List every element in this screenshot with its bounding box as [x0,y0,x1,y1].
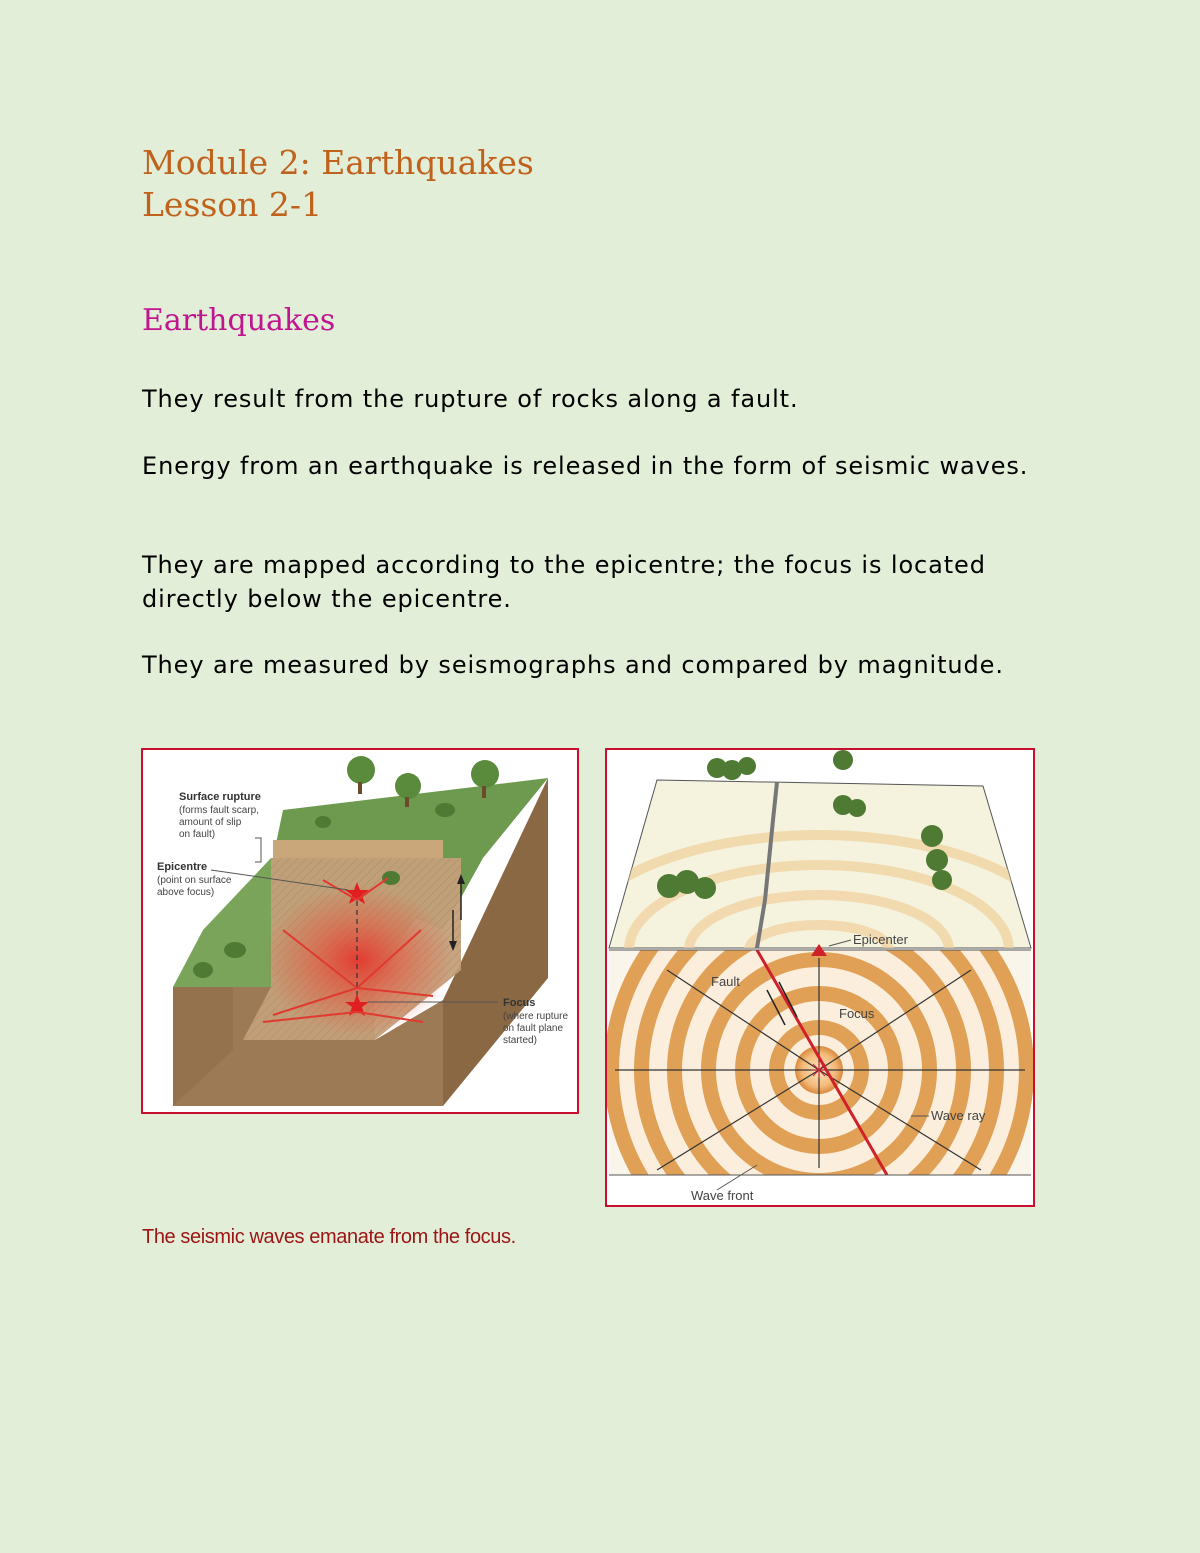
wave-front-label: Wave front [691,1188,754,1203]
focus-desc-2: on fault plane [503,1023,564,1034]
surface-rupture-label: Surface rupture [179,791,261,803]
focus-burst-icon [811,1062,827,1078]
figure-caption: The seismic waves emanate from the focus. [142,1226,516,1248]
epicentre-desc-2: above focus) [157,887,215,898]
epicentre-label: Epicentre [157,861,208,873]
section-title: Earthquakes [142,303,336,338]
wave-ray-label: Wave ray [931,1108,986,1123]
lesson-title: Lesson 2-1 [142,185,323,224]
paragraph-epicentre-mapping: They are mapped according to the epicentre; the focus is located directly below the epicentre. [142,551,986,613]
focus-desc-1: (where rupture [503,1011,569,1022]
paragraph-fault-rupture: They result from the rupture of rocks along a fault. [142,385,799,413]
module-title: Module 2: Earthquakes [142,143,534,182]
epicentre-desc-1: (point on surface [157,875,232,886]
fault-label: Fault [711,974,740,989]
paragraph-measurement: They are measured by seismographs and compared by magnitude. [142,651,1004,679]
surface-rupture-desc-3: on fault) [179,829,216,840]
focus-desc-3: started) [503,1035,537,1046]
paragraph-seismic-energy: Energy from an earthquake is released in the form of seismic waves. [142,452,1029,480]
surface-rupture-desc-1: (forms fault scarp, [179,805,260,816]
focus-label: Focus [503,997,536,1009]
epicenter-label: Epicenter [853,932,908,947]
focus-label-right: Focus [839,1006,875,1021]
seismic-wave-diagram [605,748,1035,1207]
fault-block-diagram [141,748,579,1114]
surface-rupture-desc-2: amount of slip [179,817,242,828]
